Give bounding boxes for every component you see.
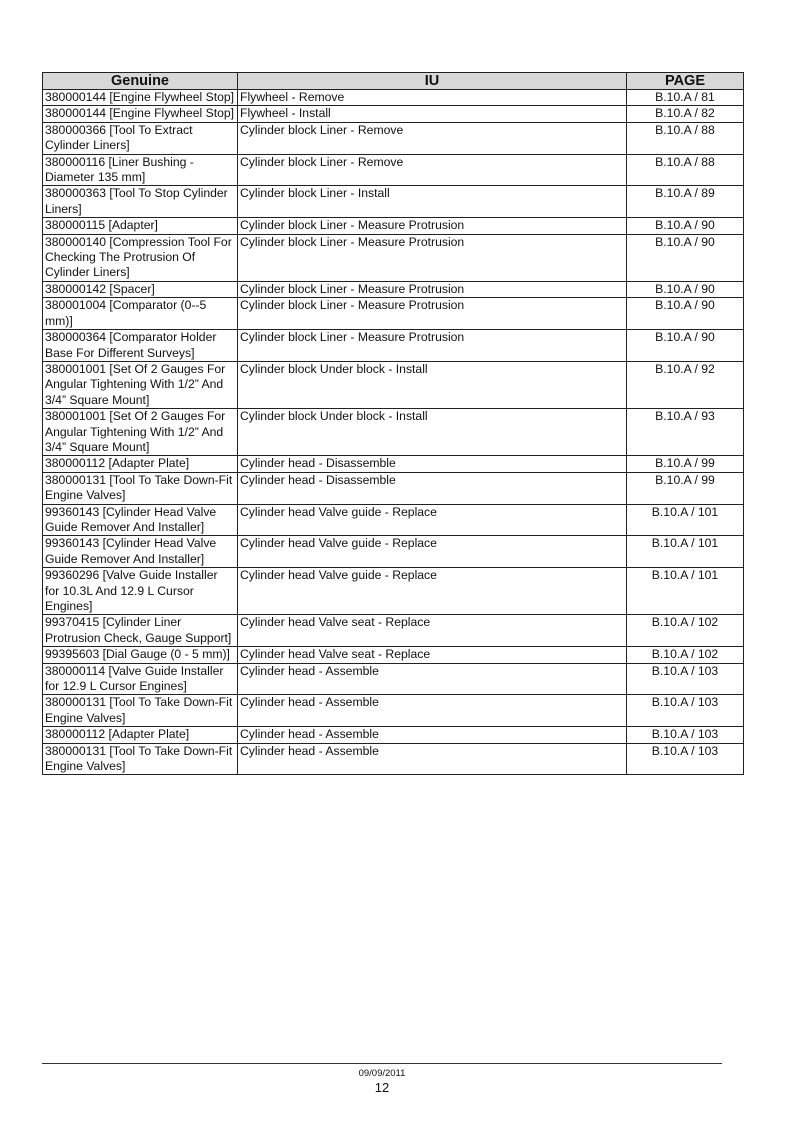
table-body <box>43 90 744 775</box>
table-row <box>43 615 744 647</box>
cell-page: B.10.A / 90 <box>627 234 744 281</box>
cell-iu: Cylinder head - Assemble <box>238 695 627 727</box>
table-row <box>43 663 744 695</box>
cell-iu: Cylinder block Liner - Measure Protrusion <box>238 281 627 297</box>
cell-genuine: 99360296 [Valve Guide Installer for 10.3L And 12.9 L Cursor Engines] <box>43 568 238 615</box>
cell-genuine: 380000364 [Comparator Holder Base For Different Surveys] <box>43 330 238 362</box>
cell-iu: Cylinder block Liner - Measure Protrusion <box>238 298 627 330</box>
cell-genuine: 380000131 [Tool To Take Down-Fit Engine Valves] <box>43 472 238 504</box>
cell-page: B.10.A / 90 <box>627 298 744 330</box>
footer-page-number: 12 <box>374 1080 390 1095</box>
cell-page: B.10.A / 103 <box>627 727 744 743</box>
cell-genuine: 99370415 [Cylinder Liner Protrusion Check, Gauge Support] <box>43 615 238 647</box>
cell-iu: Cylinder block Under block - Install <box>238 409 627 456</box>
cell-genuine: 380000131 [Tool To Take Down-Fit Engine Valves] <box>43 743 238 775</box>
cell-genuine: 380000116 [Liner Bushing - Diameter 135 mm] <box>43 154 238 186</box>
cell-iu: Cylinder block Under block - Install <box>238 361 627 408</box>
cell-iu: Cylinder block Liner - Measure Protrusion <box>238 330 627 362</box>
cell-genuine: 380000140 [Compression Tool For Checking The Protrusion Of Cylinder Liners] <box>43 234 238 281</box>
table-row <box>43 281 744 297</box>
table-row <box>43 298 744 330</box>
cell-iu: Flywheel - Install <box>238 106 627 122</box>
table-header-row <box>43 73 744 90</box>
table-row <box>43 218 744 234</box>
cell-page: B.10.A / 102 <box>627 647 744 663</box>
cell-iu: Cylinder block Liner - Install <box>238 186 627 218</box>
cell-iu: Cylinder head - Assemble <box>238 663 627 695</box>
cell-page: B.10.A / 90 <box>627 330 744 362</box>
cell-page: B.10.A / 101 <box>627 568 744 615</box>
cell-iu: Cylinder head Valve guide - Replace <box>238 536 627 568</box>
footer-date: 09/09/2011 <box>358 1068 406 1079</box>
cell-iu: Cylinder head Valve guide - Replace <box>238 504 627 536</box>
cell-genuine: 380000115 [Adapter] <box>43 218 238 234</box>
cell-page: B.10.A / 90 <box>627 218 744 234</box>
cell-genuine: 380000114 [Valve Guide Installer for 12.9 L Cursor Engines] <box>43 663 238 695</box>
table-row <box>43 472 744 504</box>
cell-iu: Cylinder block Liner - Measure Protrusion <box>238 234 627 281</box>
table-row <box>43 330 744 362</box>
cell-genuine: 380000366 [Tool To Extract Cylinder Liners] <box>43 122 238 154</box>
cell-iu: Cylinder block Liner - Remove <box>238 154 627 186</box>
cell-genuine: 380000144 [Engine Flywheel Stop] <box>43 106 238 122</box>
cell-page: B.10.A / 93 <box>627 409 744 456</box>
cell-page: B.10.A / 88 <box>627 154 744 186</box>
cell-genuine: 380001004 [Comparator (0--5 mm)] <box>43 298 238 330</box>
table-row <box>43 122 744 154</box>
cell-page: B.10.A / 101 <box>627 536 744 568</box>
table-row <box>43 695 744 727</box>
table-row <box>43 647 744 663</box>
table-row <box>43 186 744 218</box>
cell-page: B.10.A / 103 <box>627 663 744 695</box>
table-row <box>43 90 744 106</box>
cell-genuine: 380000142 [Spacer] <box>43 281 238 297</box>
cell-genuine: 380000363 [Tool To Stop Cylinder Liners] <box>43 186 238 218</box>
footer-rule <box>42 1063 722 1064</box>
cell-page: B.10.A / 99 <box>627 456 744 472</box>
header-iu: IU <box>238 73 627 90</box>
cell-page: B.10.A / 82 <box>627 106 744 122</box>
cell-genuine: 99360143 [Cylinder Head Valve Guide Remover And Installer] <box>43 504 238 536</box>
cell-genuine: 380000112 [Adapter Plate] <box>43 456 238 472</box>
table-row <box>43 743 744 775</box>
cell-page: B.10.A / 102 <box>627 615 744 647</box>
cell-genuine: 380001001 [Set Of 2 Gauges For Angular Tightening With 1/2” And 3/4” Square Mount] <box>43 409 238 456</box>
cell-iu: Cylinder head - Assemble <box>238 743 627 775</box>
header-genuine: Genuine <box>43 73 238 90</box>
cell-page: B.10.A / 92 <box>627 361 744 408</box>
cell-page: B.10.A / 101 <box>627 504 744 536</box>
cell-iu: Cylinder head Valve seat - Replace <box>238 615 627 647</box>
cell-iu: Flywheel - Remove <box>238 90 627 106</box>
table-row <box>43 234 744 281</box>
cell-page: B.10.A / 81 <box>627 90 744 106</box>
cell-genuine: 380000131 [Tool To Take Down-Fit Engine Valves] <box>43 695 238 727</box>
table-row <box>43 568 744 615</box>
table-row <box>43 361 744 408</box>
table-row <box>43 536 744 568</box>
cell-genuine: 380000144 [Engine Flywheel Stop] <box>43 90 238 106</box>
cell-genuine: 99360143 [Cylinder Head Valve Guide Remover And Installer] <box>43 536 238 568</box>
cell-genuine: 380000112 [Adapter Plate] <box>43 727 238 743</box>
tools-table <box>42 72 744 775</box>
table-row <box>43 727 744 743</box>
cell-iu: Cylinder head Valve seat - Replace <box>238 647 627 663</box>
cell-iu: Cylinder head - Disassemble <box>238 456 627 472</box>
header-page: PAGE <box>627 73 744 90</box>
cell-genuine: 99395603 [Dial Gauge (0 - 5 mm)] <box>43 647 238 663</box>
table-row <box>43 106 744 122</box>
table-row <box>43 154 744 186</box>
cell-iu: Cylinder block Liner - Remove <box>238 122 627 154</box>
cell-page: B.10.A / 89 <box>627 186 744 218</box>
table-row <box>43 504 744 536</box>
cell-iu: Cylinder head - Assemble <box>238 727 627 743</box>
table-row <box>43 409 744 456</box>
cell-iu: Cylinder head - Disassemble <box>238 472 627 504</box>
table-row <box>43 456 744 472</box>
cell-iu: Cylinder block Liner - Measure Protrusion <box>238 218 627 234</box>
cell-page: B.10.A / 88 <box>627 122 744 154</box>
cell-page: B.10.A / 103 <box>627 743 744 775</box>
cell-iu: Cylinder head Valve guide - Replace <box>238 568 627 615</box>
cell-page: B.10.A / 90 <box>627 281 744 297</box>
cell-page: B.10.A / 103 <box>627 695 744 727</box>
cell-page: B.10.A / 99 <box>627 472 744 504</box>
cell-genuine: 380001001 [Set Of 2 Gauges For Angular Tightening With 1/2” And 3/4” Square Mount] <box>43 361 238 408</box>
